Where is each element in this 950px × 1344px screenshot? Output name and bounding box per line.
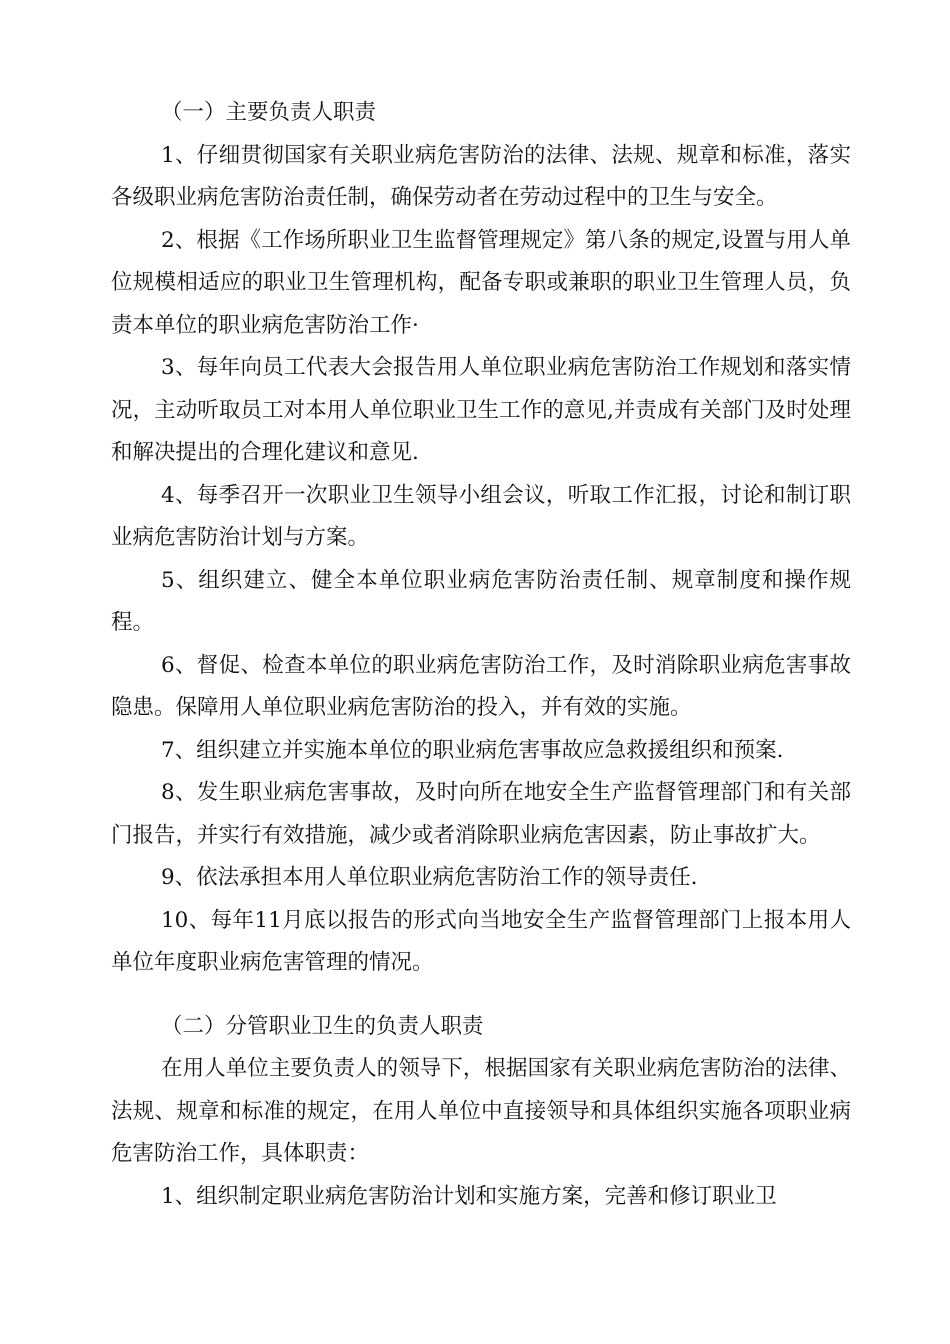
section-2-intro: 在用人单位主要负责人的领导下，根据国家有关职业病危害防治的法律、法规、规章和标准的规定，在用人单位中直接领导和具体组织实施各项职业病危害防治工作，具体职责： xyxy=(111,1056,851,1166)
document-body xyxy=(111,92,851,1218)
section-1-heading: （一）主要负责人职责 xyxy=(161,100,377,125)
section-1-item-6: 6、督促、检查本单位的职业病危害防治工作，及时消除职业病危害事故隐患。保障用人单位职业病危害防治的投入，并有效的实施。 xyxy=(111,652,851,720)
section-1-item-2: 2、根据《工作场所职业卫生监督管理规定》第八条的规定,设置与用人单位规模相适应的职业卫生管理机构，配备专职或兼职的职业卫生管理人员，负责本单位的职业病危害防治工作· xyxy=(111,227,851,338)
section-gap xyxy=(111,985,851,1006)
section-1-item-9: 9、依法承担本用人单位职业病危害防治工作的领导责任. xyxy=(161,865,698,890)
section-1-item-4: 4、每季召开一次职业卫生领导小组会议，听取工作汇报，讨论和制订职业病危害防治计划与方案。 xyxy=(111,482,851,550)
section-1-item-5: 5、组织建立、健全本单位职业病危害防治责任制、规章制度和操作规程。 xyxy=(111,567,851,635)
section-1-item-1: 1、仔细贯彻国家有关职业病危害防治的法律、法规、规章和标准，落实各级职业病危害防治责任制，确保劳动者在劳动过程中的卫生与安全。 xyxy=(111,142,851,210)
section-1-item-7: 7、组织建立并实施本单位的职业病危害事故应急救援组织和预案. xyxy=(161,737,784,763)
section-1-item-8: 8、发生职业病危害事故，及时向所在地安全生产监督管理部门和有关部门报告，并实行有效措施，减少或者消除职业病危害因素，防止事故扩大。 xyxy=(111,780,851,848)
section-1-item-3: 3、每年向员工代表大会报告用人单位职业病危害防治工作规划和落实情况，主动听取员工对本用人单位职业卫生工作的意见,并责成有关部门及时处理和解决提出的合理化建议和意见. xyxy=(111,355,851,465)
section-2-item-1: 1、组织制定职业病危害防治计划和实施方案，完善和修订职业卫 xyxy=(161,1183,777,1209)
section-2-heading: （二）分管职业卫生的负责人职责 xyxy=(161,1013,484,1039)
section-1-item-10: 10、每年11月底以报告的形式向当地安全生产监督管理部门上报本用人单位年度职业病危害管理的情况。 xyxy=(111,907,851,975)
